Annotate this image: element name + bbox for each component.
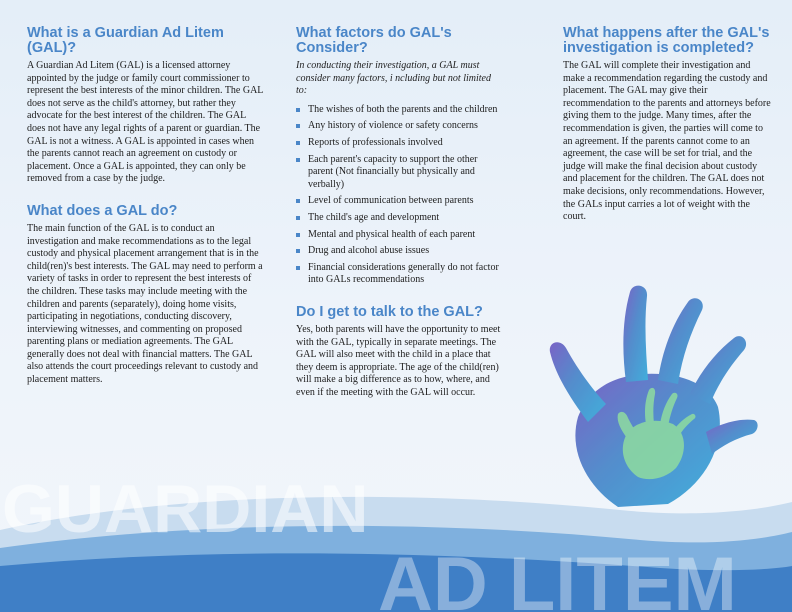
column-left bbox=[27, 0, 265, 387]
factor-item: Level of communication between parents bbox=[296, 195, 502, 208]
heading-factors: What factors do GAL's Consider? bbox=[296, 25, 452, 56]
paragraph-what-does-gal-do: The main function of the GAL is to conduct an investigation and make recommendations as to the legal custody and physical placement arrangement that is in the child(ren)'s best interests. The GAL may need to perform a variety of tasks in order to represent the best interests of the children. These tasks may include meeting with the children and parents (separately), doing home visits, participating in negotiations, conducting discovery, interviewing witnesses, and commenting on proposed parenting plans or mediation agreements. The GAL generally does not deal with financial matters. The GAL also attends the court proceedings relevant to custody and placement matters. bbox=[27, 222, 263, 386]
factor-item: Financial considerations generally do not factor into GALs recommendations bbox=[296, 262, 502, 287]
heading-what-does-gal-do: What does a GAL do? bbox=[27, 202, 178, 219]
footer-banner bbox=[0, 470, 792, 612]
factor-item: The wishes of both the parents and the children bbox=[296, 104, 502, 117]
paragraph-what-is-gal: A Guardian Ad Litem (GAL) is a licensed attorney appointed by the judge or family court commissioner to represent the best interests of the minor children. The GAL does not serve as the child's attorney, but rather they advocate for the best interest of the children. The GAL does not have any legal rights of a parent or guardian. The GAL is not a witness. A GAL is appointed in cases when the parents cannot reach an agreement on custody or placement. Once a GAL is appointed, they can only be removed from a case by the judge. bbox=[27, 60, 264, 185]
column-right bbox=[563, 0, 771, 224]
factor-item: Mental and physical health of each parent bbox=[296, 229, 502, 242]
heading-after-investigation: What happens after the GAL's investigation is completed? bbox=[563, 25, 770, 56]
factors-list bbox=[296, 104, 502, 287]
footer-title-line2: AD LITEM bbox=[378, 542, 737, 612]
footer-title-line1: GUARDIAN bbox=[2, 471, 369, 547]
factors-intro: In conducting their investigation, a GAL must consider many factors, i ncluding but not limited to: bbox=[296, 60, 491, 97]
factor-item: Each parent's capacity to support the other parent (Not financially but physically and verbally) bbox=[296, 154, 502, 192]
factor-item: Any history of violence or safety concerns bbox=[296, 120, 502, 133]
paragraph-after-investigation: The GAL will complete their investigation and make a recommendation regarding the custody and placement. The GAL may give their recommendation to the parents and attorneys before giving them to the judge. Many times, after the recommendation is given, the parties will come to an agreement. If the parents cannot come to an agreement, the case will be set for trial, and the judge will make the final decision about custody and placement for the children. The GAL does not make decisions, only recommendations. However, the GALs input carries a lot of weight with the court. bbox=[563, 60, 771, 223]
factor-item: Drug and alcohol abuse issues bbox=[296, 245, 502, 258]
heading-what-is-gal: What is a Guardian Ad Litem (GAL)? bbox=[27, 25, 224, 56]
column-middle bbox=[296, 0, 502, 399]
paragraph-talk-to-gal: Yes, both parents will have the opportunity to meet with the GAL, typically in separate meetings. The GAL will also meet with the child in a place that they deem is appropriate. The age of the child(ren) will make a big difference as to how, where, and even if the meeting with the GAL will occur. bbox=[296, 323, 501, 398]
factor-item: Reports of professionals involved bbox=[296, 137, 502, 150]
heading-talk-to-gal: Do I get to talk to the GAL? bbox=[296, 303, 483, 320]
factor-item: The child's age and development bbox=[296, 212, 502, 225]
